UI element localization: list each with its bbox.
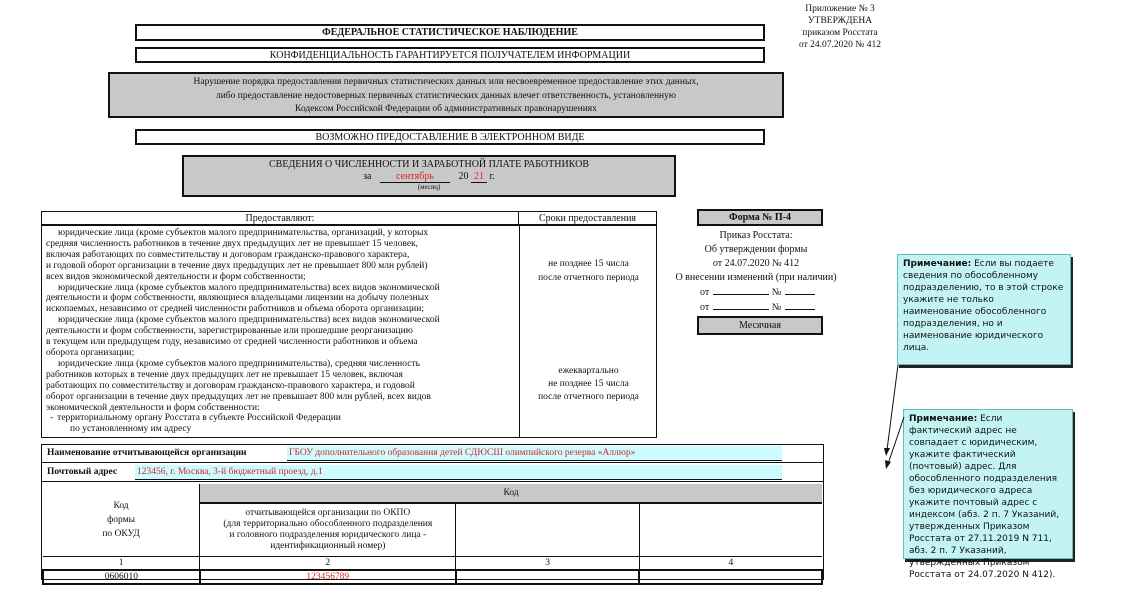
note-label: Примечание:	[909, 414, 978, 424]
providers-list	[46, 228, 516, 435]
column-number: 1	[43, 557, 200, 571]
provider-line: юридические лица (кроме субъектов малого предпринимательства) всех видов экономической	[58, 282, 440, 293]
provider-line: экономической деятельности и форм собственности:	[46, 402, 260, 413]
warning-line: либо предоставление недостоверных первичных статистических данных влечет ответственность, установленную	[216, 90, 676, 101]
address-row	[42, 464, 823, 482]
deadline-line: ежеквартально	[558, 366, 619, 376]
report-title: СВЕДЕНИЯ О ЧИСЛЕННОСТИ И ЗАРАБОТНОЙ ПЛАТЕ РАБОТНИКОВ	[269, 159, 589, 170]
note-arrows	[860, 360, 910, 470]
address-label: Почтовый адрес	[47, 467, 118, 477]
change-date-field[interactable]	[713, 299, 769, 310]
federal-observation-header: ФЕДЕРАЛЬНОЕ СТАТИСТИЧЕСКОЕ НАБЛЮДЕНИЕ	[135, 24, 765, 41]
report-title-block	[182, 155, 676, 197]
no-label: №	[771, 287, 782, 298]
year-field[interactable]: 21	[471, 171, 487, 183]
provider-line: юридические лица (кроме субъектов малого предпринимательства) всех видов экономической	[58, 315, 440, 326]
approval-line: Приложение № 3	[805, 4, 875, 14]
no-label: №	[771, 302, 782, 313]
providers-table	[41, 211, 657, 438]
provider-line: включая работающих по совместительству и договорам гражданско-правового характера,	[46, 249, 410, 260]
code-col3-cell[interactable]	[456, 570, 639, 584]
approval-line: от 24.07.2020 № 412	[799, 40, 881, 50]
deadline-monthly	[520, 257, 657, 285]
note-text: Если вы подаете сведения по обособленному подразделению, то в этой строке укажите не только наименование обособленного подразделения, но и наименование юридического лица.	[903, 259, 1064, 353]
provider-line: и годовой оборот организации в течение двух предыдущих лет не превышает 800 млн рублей)	[46, 260, 428, 271]
provider-line: деятельности и форм собственности, зарегистрированные или прошедшие реорганизацию	[46, 326, 413, 337]
changes-label: О внесении изменений (при наличии)	[675, 272, 837, 283]
year-prefix: 20	[458, 171, 469, 182]
month-hint: (месяц)	[417, 183, 441, 191]
column-number: 2	[200, 557, 456, 571]
warning-line: Нарушение порядка предоставления первичных статистических данных или несвоевременное предоставление этих данных,	[193, 77, 699, 87]
deadlines-header: Сроки предоставления	[519, 212, 656, 226]
address-field[interactable]: 123456, г. Москва, 3-й бюджетный проезд, д.1	[135, 465, 782, 480]
org-name-row	[42, 445, 823, 463]
note-organization	[897, 254, 1071, 365]
arrow-head-icon	[885, 460, 891, 469]
provider-line: оборот организации в течение двух предыдущих лет не превышает 800 млн рублей, всех видов	[46, 391, 431, 402]
approval-line: УТВЕРЖДЕНА	[807, 16, 873, 26]
arrow-line	[887, 365, 898, 450]
deadline-line: после отчетного периода	[538, 273, 639, 283]
liability-warning	[108, 72, 784, 118]
code-header: Код	[200, 484, 822, 503]
warning-line: Кодексом Российской Федерации об административных правонарушениях	[295, 104, 597, 114]
okpo-header: отчитывающейся организации по ОКПО (для территориально обособленного подразделения и головного подразделения юридического лица - идентификационный номер)	[200, 503, 456, 557]
column-number: 3	[456, 557, 639, 571]
form-number: Форма № П-4	[697, 209, 823, 226]
provider-line: работников которых в течение двух предыдущих лет не превышает 15 человек, включая	[46, 369, 403, 380]
provider-line: юридические лица (кроме субъектов малого предпринимательства, организаций, у которых	[58, 228, 429, 238]
code-col4-cell[interactable]	[639, 570, 822, 584]
changes-fields	[700, 284, 825, 314]
deadline-quarterly	[520, 365, 657, 404]
provider-line: средняя численность работников в течение двух предыдущих лет не превышает 15 человек,	[46, 238, 419, 249]
provider-line: всех видов экономической деятельности и форм собственности;	[46, 271, 306, 282]
electronic-submission-header: ВОЗМОЖНО ПРЕДОСТАВЛЕНИЕ В ЭЛЕКТРОННОМ ВИДЕ	[135, 129, 765, 145]
organization-block	[41, 444, 824, 580]
arrow-head-icon	[884, 448, 890, 456]
provider-line: деятельности и форм собственности, являющиеся владельцами лицензии на добычу полезных	[46, 293, 429, 304]
ot-label: от	[700, 302, 710, 313]
code-table	[42, 484, 823, 585]
provider-line: оборота организации;	[46, 347, 135, 358]
provider-line: работающих по совместительству и договорам гражданско-правового характера, и годовой	[46, 380, 415, 391]
ot-label: от	[700, 287, 710, 298]
okpo-code-cell[interactable]: 123456789	[200, 570, 456, 584]
column-number: 4	[639, 557, 822, 571]
period-label: за	[363, 171, 372, 182]
providers-header: Предоставляют:	[42, 212, 519, 226]
note-label: Примечание:	[903, 259, 972, 269]
provider-line: ископаемых, независимо от средней численности работников и объема оборота организации;	[46, 304, 424, 315]
year-suffix: г.	[489, 171, 495, 182]
periodicity-badge: Месячная	[697, 316, 823, 335]
month-field[interactable]: сентябрь	[380, 171, 450, 183]
code-col4-header	[639, 503, 822, 557]
approval-line: приказом Росстата	[802, 28, 878, 38]
okud-code-cell: 0606010	[43, 570, 200, 584]
org-name-label: Наименование отчитывающейся организации	[47, 448, 247, 458]
okud-header: Код формы по ОКУД	[43, 484, 200, 557]
deadline-line: не позднее 15 числа	[548, 259, 629, 269]
deadline-line: после отчетного периода	[538, 392, 639, 402]
note-text: Если фактический адрес не совпадает с юридическим, укажите фактический (почтовый) адрес. Для обособленного подразделения без юридического адреса укажите почтовый адрес с индексом (абз. 2 п. 7 Указаний, утвержденных Приказом Росстата от 27.11.2019 N 711, абз. 2 п. 7 Указаний, утвержденных Приказом Росстата от 24.07.2020 N 412).	[909, 414, 1060, 580]
provider-line: юридические лица (кроме субъектов малого предпринимательства), средняя численность	[58, 358, 420, 369]
note-address	[903, 409, 1073, 580]
change-number-field[interactable]	[785, 299, 815, 310]
order-approval: Об утверждении формы	[704, 244, 808, 255]
provider-line: по установленному им адресу	[70, 424, 192, 435]
confidentiality-header: КОНФИДЕНЦИАЛЬНОСТЬ ГАРАНТИРУЕТСЯ ПОЛУЧАТЕЛЕМ ИНФОРМАЦИИ	[135, 47, 765, 63]
provider-line: в текущем или предыдущем году, независимо от средней численности работников и объема	[46, 337, 418, 348]
order-info	[662, 229, 850, 285]
change-number-field[interactable]	[785, 284, 815, 295]
deadline-line: не позднее 15 числа	[548, 379, 629, 389]
change-date-field[interactable]	[713, 284, 769, 295]
approval-block	[790, 3, 890, 51]
order-date: от 24.07.2020 № 412	[712, 258, 800, 269]
order-title: Приказ Росстата:	[719, 230, 793, 241]
org-name-field[interactable]: ГБОУ дополнительного образования детей СДЮСШ олимпийского резерва «Аллюр»	[287, 446, 782, 461]
code-col3-header	[456, 503, 639, 557]
provider-line: - территориальному органу Росстата в субъекте Российской Федерации	[50, 413, 341, 424]
